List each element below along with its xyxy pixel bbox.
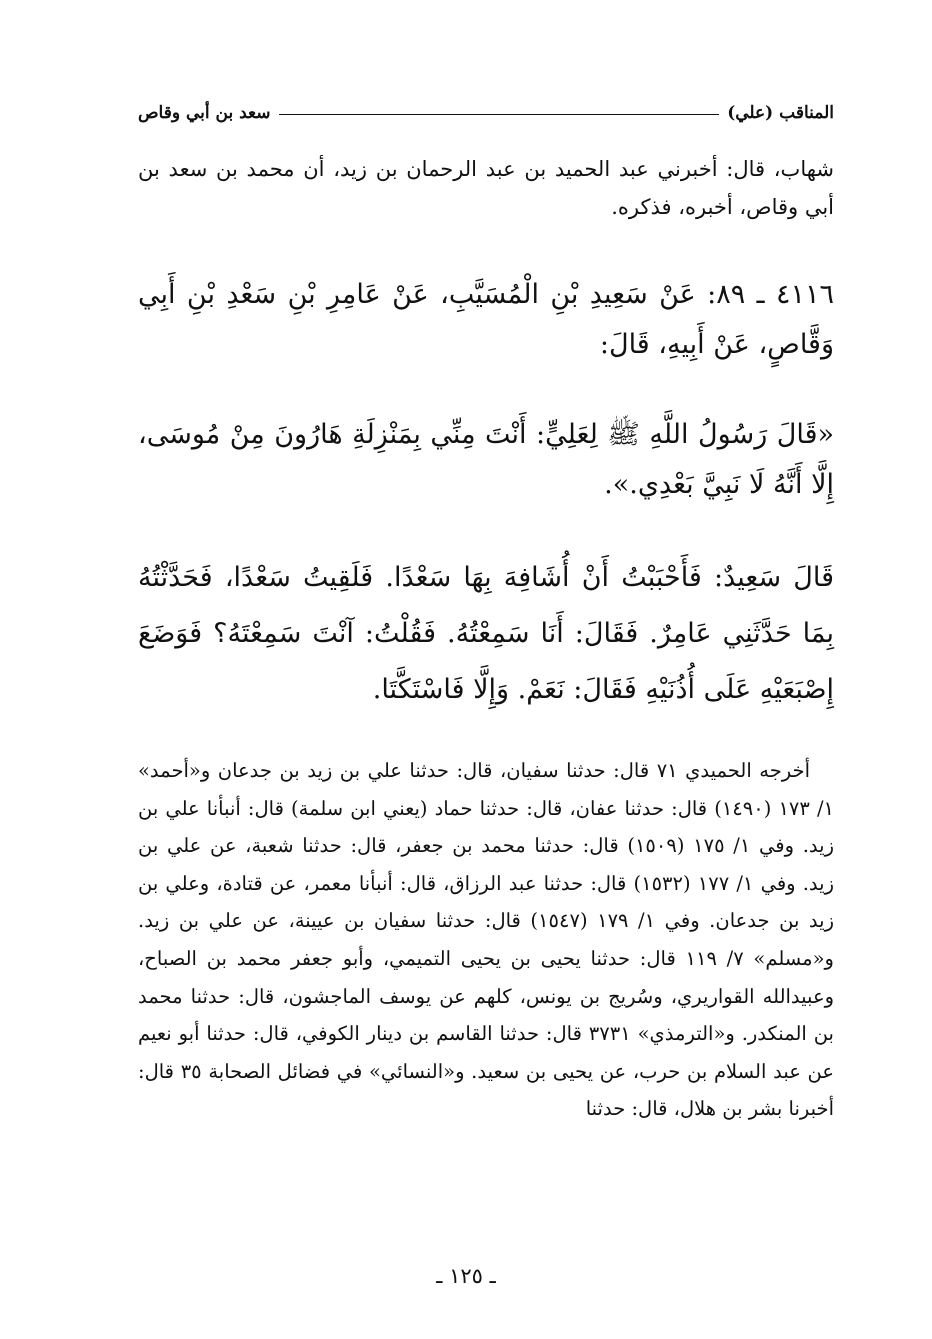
hadith-narration: [138, 550, 834, 718]
intro-paragraph: [138, 150, 834, 226]
hadith-heading: [138, 270, 834, 370]
hadith-heading-text: ٤١١٦ ـ ٨٩: عَنْ سَعِيدِ بْنِ الْمُسَيَّبِ، عَنْ عَامِرِ بْنِ سَعْدِ بْنِ أَبِي وَقَّاصٍ، عَنْ أَبِيهِ، قَالَ:: [138, 279, 834, 360]
page-number: ـ ١٢٥ ـ: [436, 1264, 496, 1288]
header-rule: [279, 114, 720, 115]
running-header: [138, 100, 834, 126]
takhrij-text: أخرجه الحميدي ٧١ قال: حدثنا سفيان، قال: حدثنا علي بن زيد بن جدعان و«أحمد» ١/ ١٧٣ (١٤٩٠) قال: حدثنا عفان، قال: حدثنا حماد (يعني ابن سلمة) قال: أنبأنا علي بن زيد. وفي ١/ ١٧٥ (١٥٠٩) قال: حدثنا محمد بن جعفر، قال: حدثنا شعبة، عن علي بن زيد. وفي ١/ ١٧٧ (١٥٣٢) قال: حدثنا عبد الرزاق، قال: أنبأنا معمر، عن قتادة، وعلي بن زيد بن جدعان. وفي ١/ ١٧٩ (١٥٤٧) قال: حدثنا سفيان بن عيينة، عن علي بن زيد. و«مسلم» ٧/ ١١٩ قال: حدثنا يحيى بن يحيى التميمي، وأبو جعفر محمد بن الصباح، وعبيدالله القواريري، وسُريج بن يونس، كلهم عن يوسف الماجشون، قال: حدثنا محمد بن المنكدر. و«الترمذي» ٣٧٣١ قال: حدثنا القاسم بن دينار الكوفي، قال: حدثنا أبو نعيم عن عبد السلام بن حرب، عن يحيى بن سعيد. و«النسائي» في فضائل الصحابة ٣٥ قال: أخبرنا بشر بن هلال، قال: حدثنا: [138, 759, 834, 1121]
intro-text: شهاب، قال: أخبرني عبد الحميد بن عبد الرحمان بن زيد، أن محمد بن سعد بن أبي وقاص، أخبره، فذكره.: [138, 157, 834, 219]
takhrij-footnote: [138, 752, 834, 1128]
hadith-quote: [138, 410, 834, 510]
header-chapter-title: سعد بن أبي وقاص: [138, 103, 271, 123]
header-book-title: المناقب (علي): [727, 103, 834, 123]
hadith-quote-text: «قَالَ رَسُولُ اللَّهِ ﷺ لِعَلِيٍّ: أَنْتَ مِنِّي بِمَنْزِلَةِ هَارُونَ مِنْ مُوسَى، إِلَّا أَنَّهُ لَا نَبِيَّ بَعْدِي.».: [138, 419, 834, 500]
hadith-narration-text: قَالَ سَعِيدٌ: فَأَحْبَبْتُ أَنْ أُشَافِهَ بِهَا سَعْدًا. فَلَقِيتُ سَعْدًا، فَحَدَّثْتُهُ بِمَا حَدَّثَنِي عَامِرٌ. فَقَالَ: أَنَا سَمِعْتُهُ. فَقُلْتُ: آنْتَ سَمِعْتَهُ؟ فَوَضَعَ إِصْبَعَيْهِ عَلَى أُذُنَيْهِ فَقَالَ: نَعَمْ. وَإِلَّا فَاسْتَكَّتَا.: [138, 562, 834, 705]
